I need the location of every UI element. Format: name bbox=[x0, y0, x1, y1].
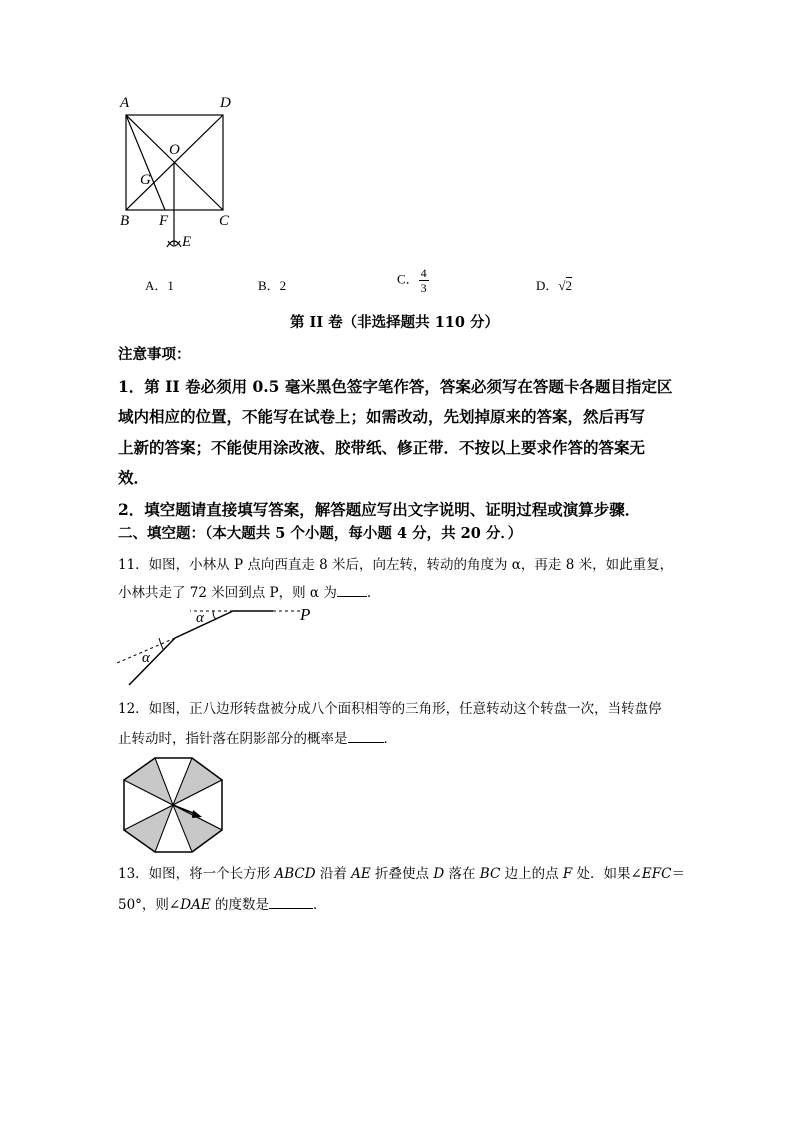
choice-letter: A． bbox=[145, 278, 168, 293]
choice-letter: D． bbox=[536, 278, 559, 293]
fold-line: AE bbox=[351, 866, 371, 882]
q12-end: ． bbox=[383, 731, 397, 747]
fraction-numerator: 4 bbox=[420, 266, 427, 280]
label-E: E bbox=[182, 234, 192, 250]
q13-text: 50°，则∠ bbox=[118, 897, 181, 913]
part2-heading: 二、填空题：（本大题共 5 个小题，每小题 4 分，共 20 分．） bbox=[118, 525, 523, 542]
q11-figure bbox=[115, 603, 325, 688]
label-G: G bbox=[140, 172, 151, 188]
q11-text: 小林共走了 72 米回到点 P，则 α 为 bbox=[118, 585, 337, 601]
choice-value: 2 bbox=[279, 278, 287, 293]
note2: 2．填空题请直接填写答案，解答题应写出文字说明、证明过程或演算步骤． bbox=[118, 500, 641, 519]
choice-value: 1 bbox=[167, 278, 174, 293]
q12-line2 bbox=[118, 727, 397, 747]
choice-value: 2 bbox=[565, 278, 573, 293]
choice-a[interactable] bbox=[145, 275, 174, 294]
label-C: C bbox=[219, 213, 230, 229]
rect-name: ABCD bbox=[274, 866, 316, 882]
note1-line2: 域内相应的位置，不能写在试卷上；如需改动，先划掉原来的答案，然后再写 bbox=[118, 407, 646, 426]
choice-c[interactable] bbox=[397, 266, 429, 295]
label-A: A bbox=[120, 95, 130, 111]
choice-letter: C． bbox=[397, 271, 419, 287]
square-figure bbox=[115, 95, 245, 255]
alpha-label-1: α bbox=[196, 610, 204, 626]
label-B: B bbox=[120, 213, 130, 229]
label-D: D bbox=[220, 95, 231, 111]
point-name: F bbox=[562, 866, 573, 882]
q12-line1: 12．如图，正八边形转盘被分成八个面积相等的三角形，任意转动这个转盘一次，当转盘停 bbox=[118, 701, 662, 717]
point-p-label: P bbox=[300, 605, 311, 624]
q13-text: 折叠使点 bbox=[370, 866, 434, 882]
point-name: D bbox=[433, 866, 445, 882]
fraction bbox=[419, 266, 429, 295]
label-O: O bbox=[169, 142, 180, 158]
q13-text: 13．如图，将一个长方形 bbox=[118, 866, 275, 882]
q11-line1: 11．如图，小林从 P 点向西直走 8 米后，向左转，转动的角度为 α，再走 8 米，如此重复， bbox=[118, 557, 674, 573]
choice-d[interactable] bbox=[536, 275, 572, 294]
section-title: 第 II 卷（非选择题共 110 分） bbox=[290, 314, 500, 331]
answer-blank[interactable] bbox=[269, 894, 313, 909]
q13-line2 bbox=[118, 893, 326, 913]
q13-text: 的度数是 bbox=[210, 897, 269, 913]
q11-end: ． bbox=[366, 585, 381, 601]
sqrt-sign: √ bbox=[558, 278, 566, 293]
label-F: F bbox=[159, 213, 169, 229]
note1-line4: 效． bbox=[118, 468, 150, 487]
q11-line2 bbox=[118, 581, 380, 601]
answer-blank[interactable] bbox=[337, 582, 367, 597]
q13-text: 沿着 bbox=[315, 866, 352, 882]
notes-heading: 注意事项： bbox=[118, 346, 191, 363]
note1-line3: 上新的答案；不能使用涂改液、胶带纸、修正带．不按以上要求作答的答案无 bbox=[118, 438, 646, 457]
q13-line1 bbox=[118, 862, 685, 882]
q12-text: 止转动时，指针落在阴影部分的概率是 bbox=[118, 731, 348, 747]
q13-text: 处．如果∠ bbox=[572, 866, 642, 882]
answer-blank[interactable] bbox=[348, 728, 384, 743]
q13-end: ． bbox=[312, 897, 327, 913]
octagon-spinner bbox=[118, 755, 230, 855]
q13-text: 边上的点 bbox=[500, 866, 563, 882]
alpha-label-2: α bbox=[142, 650, 150, 666]
q13-text: ＝ bbox=[671, 866, 685, 882]
choice-letter: B． bbox=[258, 278, 280, 293]
angle-name: EFC bbox=[641, 866, 672, 882]
angle-name: DAE bbox=[180, 897, 211, 913]
note1-line1: 1．第 II 卷必须用 0.5 毫米黑色签字笔作答，答案必须写在答题卡各题目指定区 bbox=[118, 377, 673, 396]
side-name: BC bbox=[479, 866, 501, 882]
fraction-denominator: 3 bbox=[420, 281, 427, 295]
q13-text: 落在 bbox=[444, 866, 480, 882]
choice-b[interactable] bbox=[258, 275, 286, 294]
